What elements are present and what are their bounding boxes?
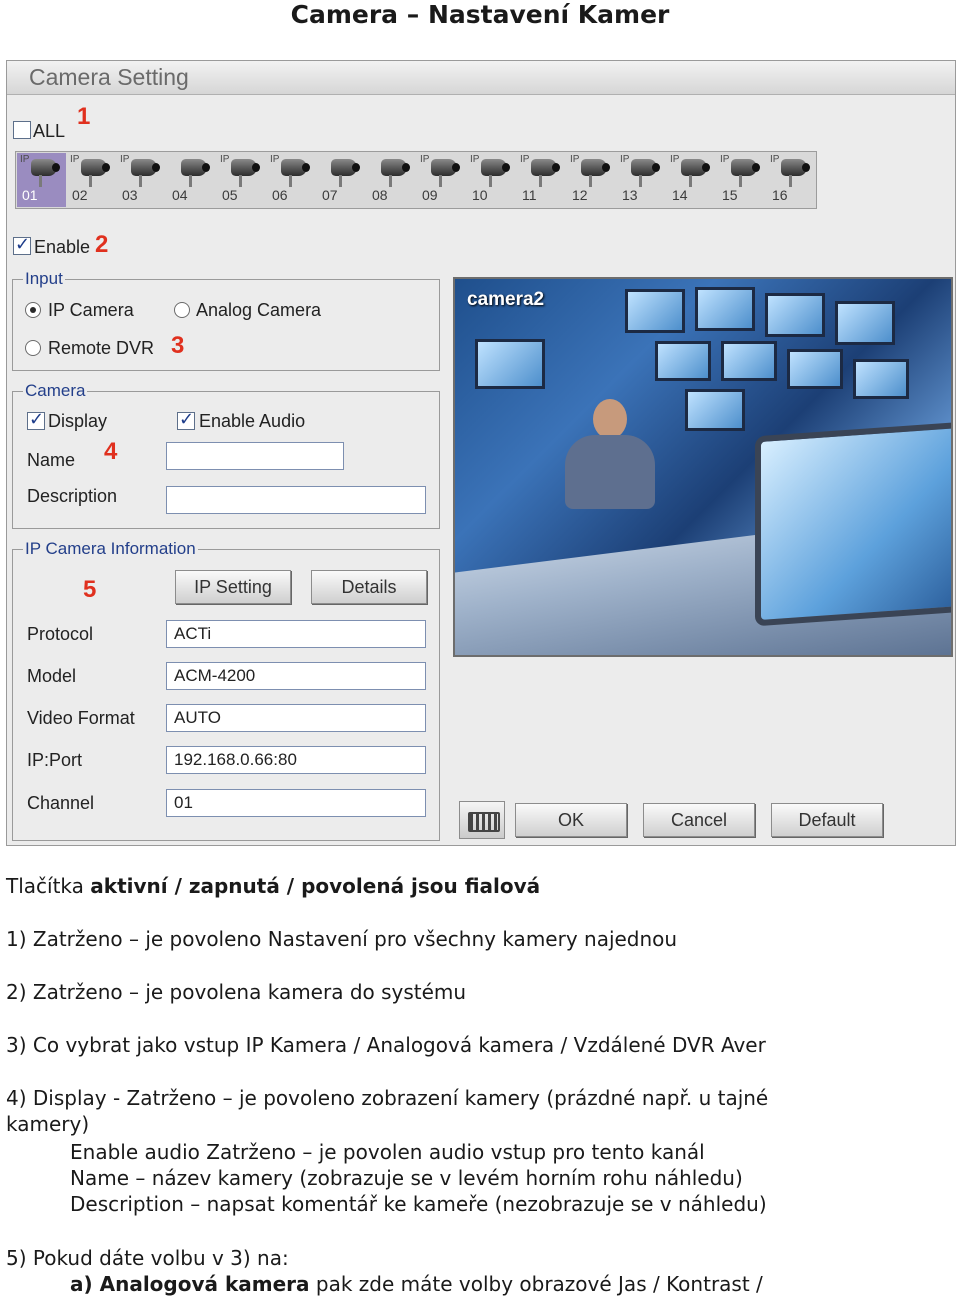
camera-ip-tag: IP (220, 154, 230, 165)
document-title: Camera – Nastavení Kamer (290, 0, 670, 29)
ip-camera-info-group (12, 539, 440, 841)
camera-ip-tag: IP (120, 154, 130, 165)
annotation-3: 3 (171, 332, 185, 359)
camera-channel-8[interactable] (367, 153, 416, 207)
camera-channel-12[interactable] (567, 153, 616, 207)
camera-ip-tag: IP (670, 154, 680, 165)
window-titlebar (7, 61, 955, 95)
preview-monitor (625, 289, 685, 333)
preview-operator (545, 399, 665, 509)
preview-monitor (695, 287, 755, 331)
camera-ip-tag: IP (770, 154, 780, 165)
camera-channel-10[interactable] (467, 153, 516, 207)
preview-monitor (685, 389, 745, 431)
camera-number: 13 (622, 187, 638, 203)
display-label: Display (48, 411, 108, 431)
window-title: Camera Setting (29, 64, 189, 90)
input-group (12, 269, 440, 371)
enable-checkbox[interactable] (13, 237, 31, 255)
enable-audio-label: Enable Audio (199, 411, 306, 431)
ip-camera-info-title: IP Camera Information (25, 539, 196, 558)
camera-icon (581, 159, 607, 176)
annotation-5: 5 (83, 576, 97, 603)
camera-icon (631, 159, 657, 176)
camera-channel-1[interactable] (17, 153, 66, 207)
camera-ip-tag: IP (70, 154, 80, 165)
description-input[interactable] (166, 486, 426, 514)
camera-icon (331, 159, 357, 176)
analog-camera-label: Analog Camera (196, 300, 322, 320)
camera-icon (781, 159, 807, 176)
ip-setting-button[interactable]: IP Setting (175, 570, 291, 604)
camera-icon (31, 159, 57, 176)
note-active-buttons: Tlačítka aktivní / zapnutá / povolená jsou fialová (6, 874, 541, 898)
note-4: 4) Display - Zatrženo – je povoleno zobrazení kamery (prázdné např. u tajné (6, 1086, 769, 1110)
camera-icon (531, 159, 557, 176)
camera-channel-5[interactable] (217, 153, 266, 207)
preview-large-monitor (755, 422, 953, 627)
camera-channel-14[interactable] (667, 153, 716, 207)
camera-number: 14 (672, 187, 688, 203)
preview-monitor (475, 339, 545, 389)
ipport-field: 192.168.0.66:80 (166, 746, 426, 774)
all-checkbox[interactable] (13, 121, 31, 139)
camera-ip-tag: IP (520, 154, 530, 165)
camera-number: 11 (522, 187, 537, 203)
note-1: 1) Zatrženo – je povoleno Nastavení pro všechny kamery najednou (6, 927, 678, 951)
details-button[interactable]: Details (311, 570, 427, 604)
camera-channel-4[interactable] (167, 153, 216, 207)
note-4-cont: kamery) (6, 1112, 90, 1136)
channel-label: Channel (27, 793, 95, 813)
note-3: 3) Co vybrat jako vstup IP Kamera / Analogová kamera / Vzdálené DVR Aver (6, 1033, 766, 1057)
camera-channel-9[interactable] (417, 153, 466, 207)
preview-monitor (655, 341, 711, 381)
protocol-field: ACTi (166, 620, 426, 648)
model-label: Model (27, 666, 77, 686)
keyboard-icon[interactable] (459, 801, 505, 839)
protocol-label: Protocol (27, 624, 94, 644)
camera-icon (481, 159, 507, 176)
preview-monitor (853, 359, 909, 399)
camera-icon (81, 159, 107, 176)
note-4-description: Description – napsat komentář ke kameře (nezobrazuje se v náhledu) (70, 1192, 767, 1216)
ok-button[interactable]: OK (515, 803, 627, 837)
note-active-buttons-bold: aktivní / zapnutá / povolená jsou fialová (90, 874, 541, 898)
preview-monitor (765, 293, 825, 337)
camera-channel-11[interactable] (517, 153, 566, 207)
note-5a: a) Analogová kamera pak zde máte volby obrazové Jas / Kontrast / (70, 1272, 763, 1296)
camera-icon (131, 159, 157, 176)
camera-ip-tag: IP (470, 154, 480, 165)
camera-icon (381, 159, 407, 176)
cancel-button[interactable]: Cancel (643, 803, 755, 837)
camera-number: 10 (472, 187, 488, 203)
note-2: 2) Zatrženo – je povolena kamera do systému (6, 980, 467, 1004)
camera-number: 07 (322, 187, 338, 203)
camera-ip-tag: IP (620, 154, 630, 165)
camera-number: 15 (722, 187, 738, 203)
description-label: Description (27, 486, 118, 506)
camera-channel-2[interactable] (67, 153, 116, 207)
channel-field: 01 (166, 789, 426, 817)
camera-ip-tag: IP (20, 154, 30, 165)
camera-number: 05 (222, 187, 238, 203)
name-label: Name (27, 450, 76, 470)
camera-number: 04 (172, 187, 188, 203)
display-checkbox[interactable] (27, 412, 45, 430)
note-5: 5) Pokud dáte volbu v 3) na: (6, 1246, 289, 1270)
ip-camera-radio[interactable] (25, 302, 41, 318)
camera-icon (181, 159, 207, 176)
note-4-audio: Enable audio Zatrženo – je povolen audio vstup pro tento kanál (70, 1140, 705, 1164)
remote-dvr-label: Remote DVR (48, 338, 155, 358)
camera-icon (681, 159, 707, 176)
camera-ip-tag: IP (270, 154, 280, 165)
camera-number: 12 (572, 187, 588, 203)
camera-number: 08 (372, 187, 388, 203)
ip-camera-label: IP Camera (48, 300, 134, 320)
preview-monitor (721, 341, 777, 381)
camera-icon (431, 159, 457, 176)
camera-channel-strip (15, 151, 817, 209)
camera-number: 01 (22, 187, 38, 203)
camera-channel-13[interactable] (617, 153, 666, 207)
camera-channel-6[interactable] (267, 153, 316, 207)
camera-ip-tag: IP (720, 154, 730, 165)
camera-group-title: Camera (25, 381, 86, 400)
camera-ip-tag: IP (570, 154, 580, 165)
video-format-field: AUTO (166, 704, 426, 732)
all-label: ALL (33, 121, 66, 141)
camera-channel-16[interactable] (767, 153, 816, 207)
camera-channel-7[interactable] (317, 153, 366, 207)
input-group-title: Input (25, 269, 63, 288)
camera-number: 16 (772, 187, 788, 203)
video-format-label: Video Format (27, 708, 135, 728)
preview-monitor (787, 349, 843, 389)
preview-camera-name: camera2 (467, 289, 545, 310)
default-button[interactable]: Default (771, 803, 883, 837)
camera-number: 06 (272, 187, 288, 203)
camera-ip-tag: IP (420, 154, 430, 165)
camera-preview (453, 277, 953, 657)
camera-icon (281, 159, 307, 176)
remote-dvr-radio[interactable] (25, 340, 41, 356)
annotation-4: 4 (104, 438, 118, 465)
camera-channel-3[interactable] (117, 153, 166, 207)
annotation-2: 2 (95, 231, 109, 258)
dialog-button-bar (459, 801, 891, 843)
name-input[interactable] (166, 442, 344, 470)
enable-audio-checkbox[interactable] (177, 412, 195, 430)
camera-number: 03 (122, 187, 138, 203)
analog-camera-radio[interactable] (174, 302, 190, 318)
camera-setting-screenshot (6, 60, 956, 846)
preview-monitor (835, 301, 895, 345)
camera-group (12, 381, 440, 529)
note-5a-bold: a) Analogová kamera (70, 1272, 310, 1296)
ipport-label: IP:Port (27, 750, 83, 770)
camera-icon (231, 159, 257, 176)
annotation-1: 1 (77, 103, 91, 130)
camera-number: 09 (422, 187, 438, 203)
camera-icon (731, 159, 757, 176)
note-4-name: Name – název kamery (zobrazuje se v levém horním rohu náhledu) (70, 1166, 743, 1190)
model-field: ACM-4200 (166, 662, 426, 690)
camera-channel-15[interactable] (717, 153, 766, 207)
camera-number: 02 (72, 187, 88, 203)
enable-label: Enable (34, 237, 91, 257)
